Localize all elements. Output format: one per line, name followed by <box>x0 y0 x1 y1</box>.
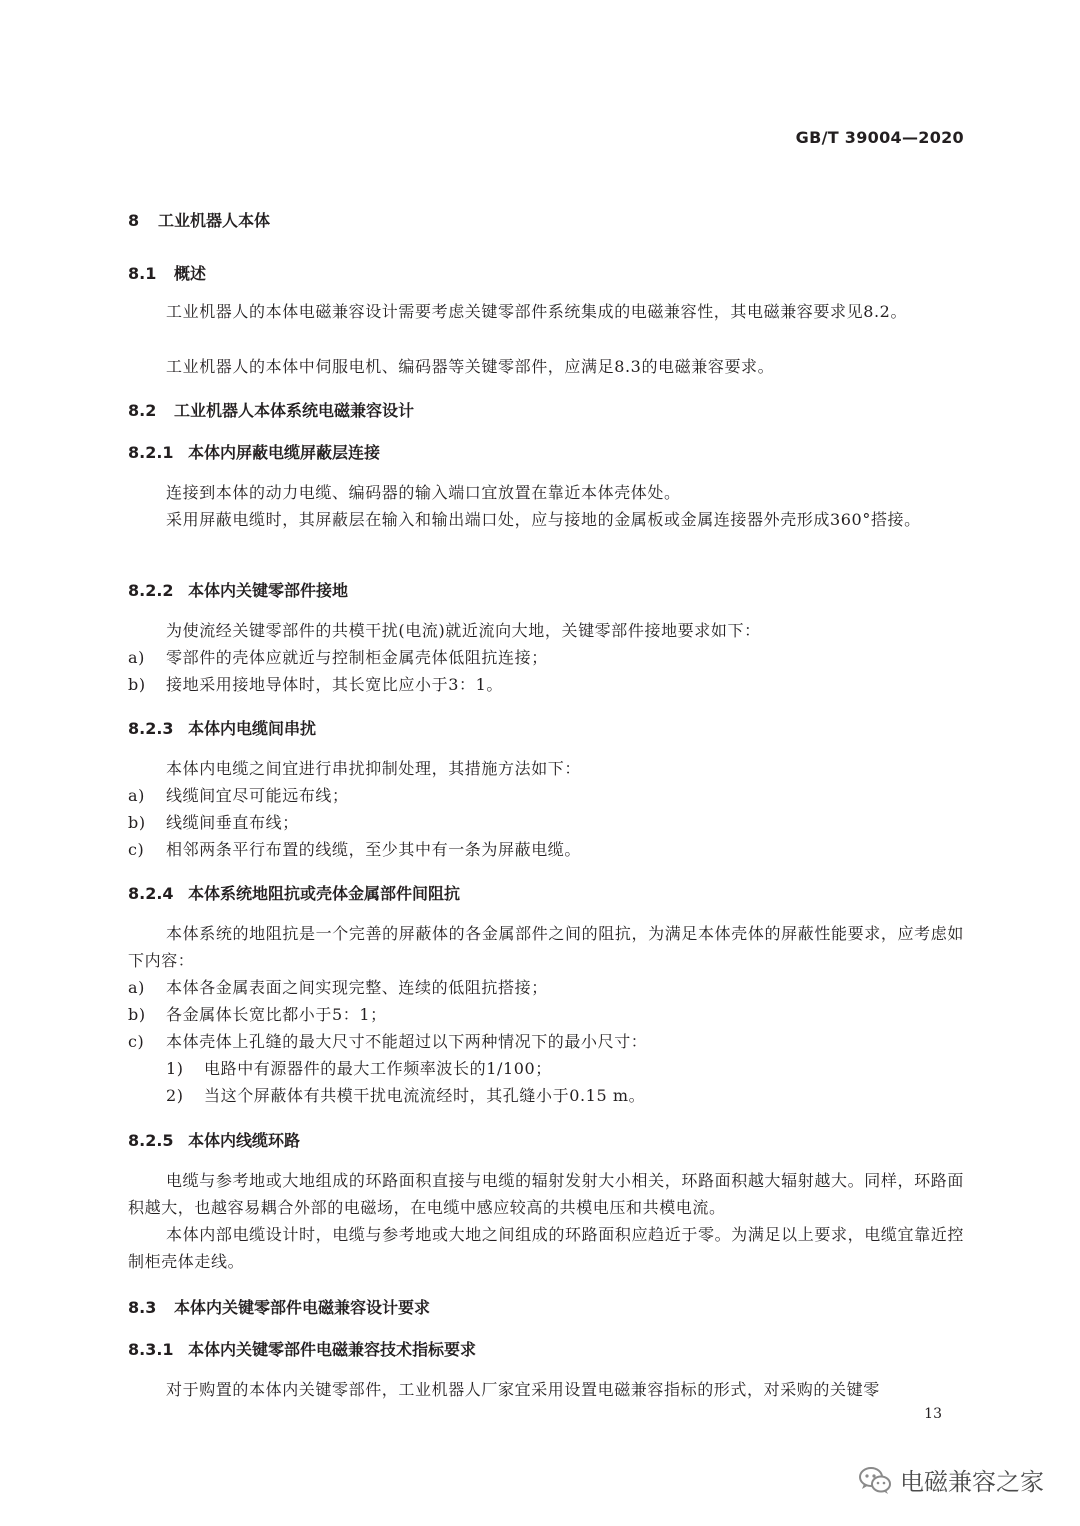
list-item <box>128 836 964 863</box>
list-item-text: 当这个屏蔽体有共模干扰电流流经时，其孔缝小于0.15 m。 <box>204 1086 646 1105</box>
paragraph-8-2-1-b: 采用屏蔽电缆时，其屏蔽层在输入和输出端口处，应与接地的金属板或金属连接器外壳形成360°搭接。 <box>166 510 921 529</box>
heading-number: 8.2.3 <box>128 719 174 738</box>
list-item-text: 各金属体长宽比都小于5：1； <box>166 1005 387 1024</box>
list-marker: a) <box>128 978 145 997</box>
heading-8-1 <box>128 261 964 284</box>
heading-title: 本体内线缆环路 <box>188 1131 301 1150</box>
paragraph-8-2-5-b: 本体内部电缆设计时，电缆与参考地或大地之间组成的环路面积应趋近于零。为满足以上要求，电缆宜靠近控制柜壳体走线。 <box>128 1225 964 1271</box>
heading-number: 8.1 <box>128 264 157 283</box>
heading-8-2 <box>128 398 964 421</box>
list-item-text: 本体各金属表面之间实现完整、连续的低阻抗搭接； <box>166 978 548 997</box>
list-item-text: 本体壳体上孔缝的最大尺寸不能超过以下两种情况下的最小尺寸： <box>166 1032 648 1051</box>
page-number: 13 <box>924 1406 942 1422</box>
heading-title: 工业机器人本体系统电磁兼容设计 <box>174 401 415 420</box>
heading-number: 8 <box>128 211 140 230</box>
list-marker: a) <box>128 648 145 667</box>
heading-number: 8.2 <box>128 401 157 420</box>
heading-number: 8.3.1 <box>128 1340 174 1359</box>
paragraph-8-1-b: 工业机器人的本体中伺服电机、编码器等关键零部件，应满足8.3的电磁兼容要求。 <box>166 357 775 376</box>
heading-title: 工业机器人本体 <box>158 211 271 230</box>
list-marker: c) <box>128 1032 145 1051</box>
list-item-text: 接地采用接地导体时，其长宽比应小于3：1。 <box>166 675 503 694</box>
heading-8-3-1 <box>128 1337 964 1360</box>
heading-8-2-3 <box>128 716 964 739</box>
paragraph-8-1-a: 工业机器人的本体电磁兼容设计需要考虑关键零部件系统集成的电磁兼容性，其电磁兼容要求见8.2。 <box>166 302 908 321</box>
paragraph-8-2-3: 本体内电缆之间宜进行串扰抑制处理，其措施方法如下： <box>166 759 582 778</box>
heading-title: 本体内电缆间串扰 <box>188 719 317 738</box>
list-item-text: 相邻两条平行布置的线缆，至少其中有一条为屏蔽电缆。 <box>166 840 582 859</box>
paragraph-8-2-1-a: 连接到本体的动力电缆、编码器的输入端口宜放置在靠近本体壳体处。 <box>166 483 681 502</box>
list-item-text: 线缆间垂直布线； <box>166 813 299 832</box>
list-marker: 2) <box>166 1086 184 1105</box>
heading-title: 本体内关键零部件电磁兼容设计要求 <box>174 1298 431 1317</box>
paragraph-8-2-4: 本体系统的地阻抗是一个完善的屏蔽体的各金属部件之间的阻抗，为满足本体壳体的屏蔽性能要求，应考虑如下内容： <box>128 924 964 970</box>
heading-8-3 <box>128 1295 964 1318</box>
list-marker: b) <box>128 675 146 694</box>
list-marker: a) <box>128 786 145 805</box>
list-marker: b) <box>128 1005 146 1024</box>
paragraph-8-3-1: 对于购置的本体内关键零部件，工业机器人厂家宜采用设置电磁兼容指标的形式，对采购的关键零 <box>166 1380 880 1399</box>
heading-8-2-1 <box>128 440 964 463</box>
watermark-text: 电磁兼容之家 <box>900 1468 1044 1496</box>
watermark <box>858 1462 1044 1497</box>
list-item <box>128 1028 964 1055</box>
heading-8-2-2 <box>128 578 964 601</box>
sub-list-item <box>128 1055 964 1082</box>
wechat-icon <box>858 1465 892 1495</box>
paragraph-8-2-5-a: 电缆与参考地或大地组成的环路面积直接与电缆的辐射发射大小相关，环路面积越大辐射越大。同样，环路面积越大，也越容易耦合外部的电磁场，在电缆中感应较高的共模电压和共模电流。 <box>128 1171 964 1217</box>
heading-number: 8.2.2 <box>128 581 174 600</box>
heading-title: 本体内关键零部件接地 <box>188 581 349 600</box>
document-code: GB/T 39004—2020 <box>795 128 964 147</box>
list-item <box>128 671 964 698</box>
heading-8 <box>128 208 964 231</box>
heading-number: 8.2.1 <box>128 443 174 462</box>
list-marker: b) <box>128 813 146 832</box>
heading-number: 8.2.5 <box>128 1131 174 1150</box>
list-item <box>128 809 964 836</box>
list-item-text: 零部件的壳体应就近与控制柜金属壳体低阻抗连接； <box>166 648 548 667</box>
heading-title: 本体内屏蔽电缆屏蔽层连接 <box>188 443 381 462</box>
list-item-text: 电路中有源器件的最大工作频率波长的1/100； <box>204 1059 552 1078</box>
heading-title: 概述 <box>174 264 207 283</box>
list-marker: c) <box>128 840 145 859</box>
heading-title: 本体系统地阻抗或壳体金属部件间阻抗 <box>188 884 461 903</box>
list-item-text: 线缆间宜尽可能远布线； <box>166 786 349 805</box>
list-item <box>128 1001 964 1028</box>
list-item <box>128 974 964 1001</box>
paragraph-8-2-2: 为使流经关键零部件的共模干扰(电流)就近流向大地，关键零部件接地要求如下： <box>166 621 761 640</box>
list-item <box>128 644 964 671</box>
heading-8-2-4 <box>128 881 964 904</box>
list-item <box>128 782 964 809</box>
heading-number: 8.2.4 <box>128 884 174 903</box>
sub-list-item <box>128 1082 964 1109</box>
heading-number: 8.3 <box>128 1298 157 1317</box>
list-marker: 1) <box>166 1059 184 1078</box>
heading-8-2-5 <box>128 1128 964 1151</box>
heading-title: 本体内关键零部件电磁兼容技术指标要求 <box>188 1340 477 1359</box>
